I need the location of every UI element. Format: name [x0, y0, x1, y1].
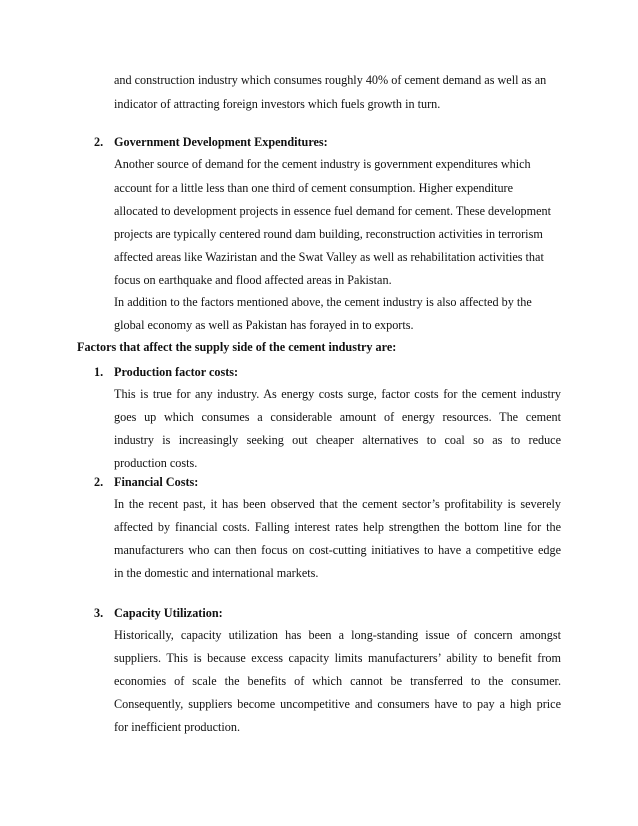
paragraph-line: In the recent past, it has been observed that the cement sector’s profitability is severely [114, 497, 561, 511]
list-number: 2. [94, 135, 104, 149]
paragraph-line: industry is increasingly seeking out cheaper alternatives to coal so as to reduce [114, 433, 561, 447]
section-heading-government-expenditures: Government Development Expenditures: [114, 135, 328, 149]
paragraph-line: allocated to development projects in essence fuel demand for cement. These development [114, 204, 552, 218]
paragraph-line: global economy as well as Pakistan has forayed in to exports. [114, 318, 414, 332]
section-heading-production-factor-costs: Production factor costs: [114, 365, 239, 379]
paragraph-line: production costs. [114, 456, 198, 470]
paragraph-line: manufacturers who can then focus on cost-cutting initiatives to have a competitive edge [114, 543, 561, 557]
paragraph-line: affected by financial costs. Falling interest rates help strengthen the bottom line for the [114, 520, 561, 534]
paragraph-line: projects are typically centered round dam building, reconstruction activities in terrorism [114, 227, 543, 241]
paragraph-line: This is true for any industry. As energy costs surge, factor costs for the cement industry [114, 387, 561, 401]
paragraph-line: goes up which consumes a considerable amount of energy resources. The cement [114, 410, 561, 424]
intro-line-2: indicator of attracting foreign investors which fuels growth in turn. [114, 97, 441, 111]
paragraph-line: economies of scale the benefits of which cannot be transferred to the consumer. [114, 674, 561, 688]
section-heading-capacity-utilization: Capacity Utilization: [114, 606, 223, 620]
section-heading-financial-costs: Financial Costs: [114, 475, 199, 489]
list-number: 2. [94, 475, 104, 489]
paragraph-line: focus on earthquake and flood affected areas in Pakistan. [114, 273, 392, 287]
paragraph-line: In addition to the factors mentioned above, the cement industry is also affected by the [114, 295, 532, 309]
paragraph-line: Consequently, suppliers become uncompetitive and consumers have to pay a high price [114, 697, 561, 711]
supply-side-heading: Factors that affect the supply side of the cement industry are: [77, 340, 397, 354]
paragraph-line: suppliers. This is because excess capacity limits manufacturers’ ability to benefit from [114, 651, 561, 665]
paragraph-line: account for a little less than one third of cement consumption. Higher expenditure [114, 181, 514, 195]
paragraph-line: in the domestic and international markets. [114, 566, 319, 580]
paragraph-line: affected areas like Waziristan and the Swat Valley as well as rehabilitation activities that [114, 250, 544, 264]
paragraph-line: Historically, capacity utilization has been a long-standing issue of concern amongst [114, 628, 561, 642]
list-number: 1. [94, 365, 104, 379]
paragraph-line: Another source of demand for the cement industry is government expenditures which [114, 157, 531, 171]
list-number: 3. [94, 606, 104, 620]
paragraph-line: for inefficient production. [114, 720, 241, 734]
intro-line-1: and construction industry which consumes roughly 40% of cement demand as well as an [114, 73, 547, 87]
